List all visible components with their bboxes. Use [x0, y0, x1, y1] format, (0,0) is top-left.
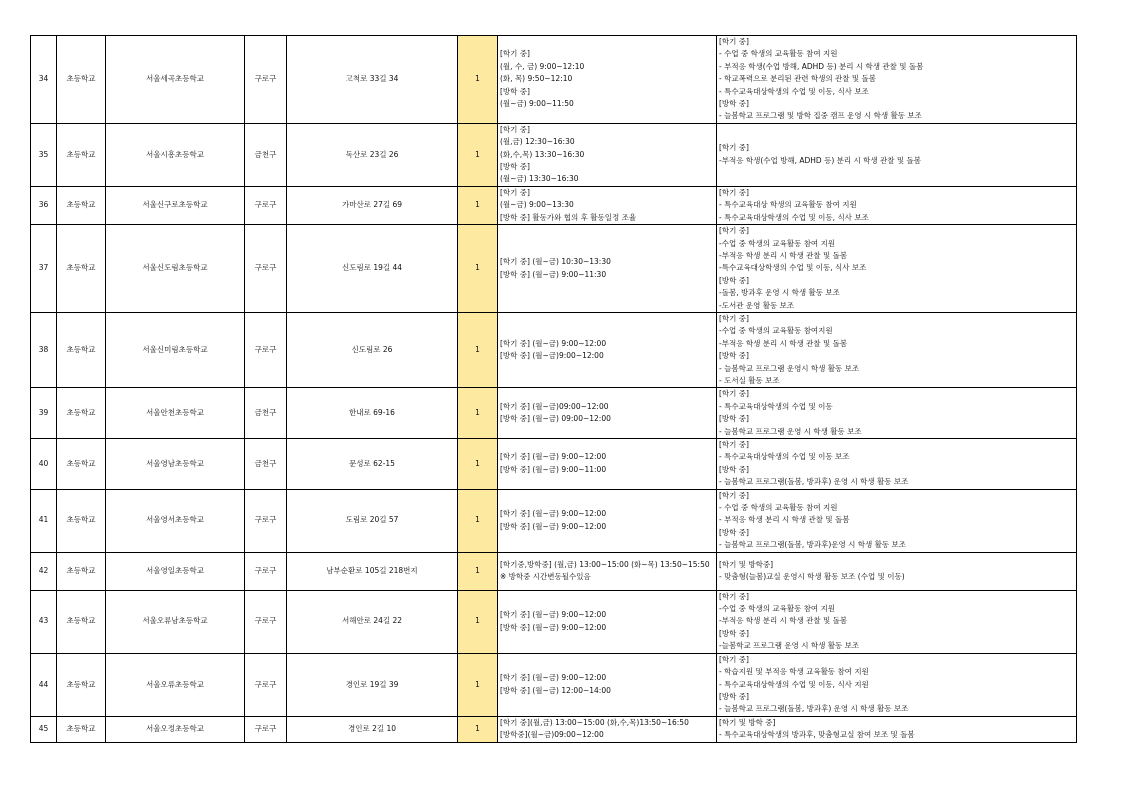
duty-line: [방학 중] — [719, 99, 749, 109]
row-number: 39 — [31, 388, 57, 439]
schedule-line: [학기중,방학중] (월,금) 13:00~15:00 (화~목) 13:50~15:50 — [500, 559, 710, 569]
address: 문성로 62-15 — [287, 439, 458, 490]
headcount: 1 — [458, 439, 498, 490]
duty-line: -돌봄, 방과후 운영 시 학생 활동 보조 — [719, 288, 840, 298]
schedule-line: [방학 중] (월~금) 09:00~12:00 — [500, 414, 611, 424]
table-row — [31, 590, 1077, 653]
schedule-cell — [498, 716, 717, 742]
headcount: 1 — [458, 489, 498, 552]
district: 금천구 — [245, 123, 287, 186]
schedule-cell — [498, 225, 717, 313]
duty-line: -도서관 운영 활동 보조 — [719, 300, 795, 310]
school-name: 서울신도림초등학교 — [106, 225, 245, 313]
schedule-line: [학기 중](월,금) 13:00~15:00 (화,수,목)13:50~16:50 — [500, 717, 689, 727]
schedule-line: [학기 중] — [500, 49, 530, 59]
school-name: 서울영일초등학교 — [106, 552, 245, 590]
schedule-line: [방학중](월~금)09:00~12:00 — [500, 730, 604, 740]
duty-line: - 특수교육대상학생의 수업 및 이동 보조 — [719, 452, 850, 462]
duty-line: - 수업 중 학생의 교육활동 참여 지원 — [719, 503, 838, 513]
school-type: 초등학교 — [57, 312, 106, 387]
schedule-cell — [498, 36, 717, 124]
schedule-line: (월, 수, 금) 9:00~12:10 — [500, 61, 585, 71]
schedule-line: [방학 중] (월~금) 9:00~12:00 — [500, 521, 607, 531]
duty-line: - 학습지원 및 부적응 학생 교육활동 참여 지원 — [719, 667, 869, 677]
school-name: 서울영서초등학교 — [106, 489, 245, 552]
row-number: 37 — [31, 225, 57, 313]
schedule-line: [방학 중] (월~금) 12:00~14:00 — [500, 685, 611, 695]
district: 구로구 — [245, 716, 287, 742]
row-number: 44 — [31, 653, 57, 716]
duties-cell — [717, 388, 1077, 439]
duty-line: [방학 중] — [719, 527, 749, 537]
duty-line: -늘봄학교 프로그램 운영 시 학생 활동 보조 — [719, 641, 860, 651]
row-number: 36 — [31, 186, 57, 224]
table-row — [31, 552, 1077, 590]
district: 구로구 — [245, 186, 287, 224]
duties-cell — [717, 439, 1077, 490]
district: 금천구 — [245, 388, 287, 439]
district: 구로구 — [245, 552, 287, 590]
school-name: 서울영남초등학교 — [106, 439, 245, 490]
duty-line: - 늘봄학교 프로그램(돌봄, 방과후) 운영 시 학생 활동 보조 — [719, 704, 909, 714]
headcount: 1 — [458, 123, 498, 186]
schedule-line: (화, 목) 9:50~12:10 — [500, 74, 573, 84]
address: 서해안로 24길 22 — [287, 590, 458, 653]
row-number: 38 — [31, 312, 57, 387]
duty-line: - 특수교육대상학생의 방과후, 맞춤형교실 참여 보조 및 돌봄 — [719, 730, 915, 740]
duties-cell — [717, 590, 1077, 653]
duty-line: - 늘봄학교 프로그램(돌봄, 방과후)운영 시 학생 활동 보조 — [719, 540, 907, 550]
schedule-cell — [498, 590, 717, 653]
school-name: 서울시흥초등학교 — [106, 123, 245, 186]
duty-line: -수업 중 학생의 교육활동 참여 지원 — [719, 238, 836, 248]
duty-line: -부적응 학생 분리 시 학생 관찰 및 돌봄 — [719, 338, 848, 348]
duty-line: -부적응 학생 분리 시 학생 관찰 및 돌봄 — [719, 250, 848, 260]
duty-line: - 특수교육대상 학생의 교육활동 참여 지원 — [719, 200, 857, 210]
table-row — [31, 123, 1077, 186]
district: 구로구 — [245, 653, 287, 716]
district: 구로구 — [245, 590, 287, 653]
duty-line: [학기 중] — [719, 143, 749, 153]
row-number: 43 — [31, 590, 57, 653]
duties-cell — [717, 186, 1077, 224]
duty-line: -부적응 학생(수업 방해, ADHD 등) 분리 시 학생 관찰 및 돌봄 — [719, 155, 922, 165]
school-name: 서울오류남초등학교 — [106, 590, 245, 653]
address: 경인로 2길 10 — [287, 716, 458, 742]
schedule-line: [학기 중] (월~금)09:00~12:00 — [500, 401, 609, 411]
duty-line: - 맞춤형(늘봄)교실 운영시 학생 활동 보조 (수업 및 이동) — [719, 572, 905, 582]
school-type: 초등학교 — [57, 225, 106, 313]
duty-line: - 특수교육대상학생의 수업 및 이동, 식사 보조 — [719, 86, 869, 96]
school-type: 초등학교 — [57, 590, 106, 653]
headcount: 1 — [458, 653, 498, 716]
duty-line: -수업 중 학생의 교육활동 참여지원 — [719, 326, 833, 336]
table-row — [31, 36, 1077, 124]
duty-line: [방학 중] — [719, 628, 749, 638]
table-row — [31, 186, 1077, 224]
school-type: 초등학교 — [57, 716, 106, 742]
duties-cell — [717, 225, 1077, 313]
school-type: 초등학교 — [57, 653, 106, 716]
duty-line: [방학 중] — [719, 464, 749, 474]
schedule-cell — [498, 439, 717, 490]
schedule-line: [학기 중] (월~금) 9:00~12:00 — [500, 673, 607, 683]
address: 남부순환로 105길 218번지 — [287, 552, 458, 590]
duty-line: - 학교폭력으로 분리된 관련 학생의 관찰 및 돌봄 — [719, 74, 877, 84]
duties-cell — [717, 552, 1077, 590]
school-type: 초등학교 — [57, 552, 106, 590]
duty-line: -특수교육대상학생의 수업 및 이동, 식사 보조 — [719, 263, 867, 273]
district: 구로구 — [245, 489, 287, 552]
schedule-line: (월~금) 9:00~13:30 — [500, 200, 574, 210]
headcount: 1 — [458, 590, 498, 653]
row-number: 40 — [31, 439, 57, 490]
duty-line: [방학 중] — [719, 414, 749, 424]
schedule-line: [방학 중] — [500, 86, 530, 96]
school-name: 서울세곡초등학교 — [106, 36, 245, 124]
school-name: 서울신미림초등학교 — [106, 312, 245, 387]
district: 금천구 — [245, 439, 287, 490]
schedule-cell — [498, 312, 717, 387]
headcount: 1 — [458, 225, 498, 313]
address: 독산로 23길 26 — [287, 123, 458, 186]
schedule-line: [학기 중] (월~금) 9:00~12:00 — [500, 509, 607, 519]
schedule-line: (월,금) 12:30~16:30 — [500, 137, 575, 147]
schedule-cell — [498, 388, 717, 439]
duties-cell — [717, 123, 1077, 186]
duties-cell — [717, 36, 1077, 124]
schedule-cell — [498, 653, 717, 716]
address: 신도림로 26 — [287, 312, 458, 387]
schedule-line: (월~금) 9:00~11:50 — [500, 99, 574, 109]
duty-line: [학기 및 방학 중] — [719, 717, 776, 727]
school-type: 초등학교 — [57, 123, 106, 186]
headcount: 1 — [458, 388, 498, 439]
duty-line: [학기 중] — [719, 591, 749, 601]
duty-line: - 늘봄학교 프로그램 운영시 학생 활동 보조 — [719, 363, 860, 373]
row-number: 42 — [31, 552, 57, 590]
duty-line: - 수업 중 학생의 교육활동 참여 지원 — [719, 49, 838, 59]
schedule-line: [학기 중] (월~금) 10:30~13:30 — [500, 257, 611, 267]
table-row — [31, 653, 1077, 716]
address: 가마산로 27길 69 — [287, 186, 458, 224]
address: 고척로 33길 34 — [287, 36, 458, 124]
duty-line: [학기 중] — [719, 440, 749, 449]
table-row — [31, 489, 1077, 552]
schedule-line: [학기 중] (월~금) 9:00~12:00 — [500, 610, 607, 620]
duty-line: [학기 중] — [719, 187, 749, 197]
duty-line: - 도서실 활동 보조 — [719, 375, 780, 385]
district: 구로구 — [245, 225, 287, 313]
duty-line: [방학 중] — [719, 691, 749, 701]
schedule-line: [방학 중] (월~금)9:00~12:00 — [500, 351, 604, 361]
address: 신도림로 19길 44 — [287, 225, 458, 313]
address: 도림로 20길 57 — [287, 489, 458, 552]
duty-line: - 특수교육대상학생의 수업 및 이동, 식사 보조 — [719, 212, 869, 222]
schedule-line: [학기 중] (월~금) 9:00~12:00 — [500, 338, 607, 348]
schedule-line: (화,수,목) 13:30~16:30 — [500, 149, 585, 159]
schedule-cell — [498, 489, 717, 552]
school-type: 초등학교 — [57, 439, 106, 490]
duty-line: - 늘봄학교 프로그램 및 방학 집중 캠프 운영 시 학생 활동 보조 — [719, 111, 922, 121]
duty-line: [학기 중] — [719, 490, 749, 500]
table-row — [31, 225, 1077, 313]
address: 경인로 19길 39 — [287, 653, 458, 716]
schedule-cell — [498, 123, 717, 186]
schedule-cell — [498, 186, 717, 224]
schedule-cell — [498, 552, 717, 590]
schedule-line: [학기 중] — [500, 187, 530, 197]
school-name: 서울안천초등학교 — [106, 388, 245, 439]
duties-cell — [717, 716, 1077, 742]
headcount: 1 — [458, 186, 498, 224]
duty-line: [학기 및 방학중] — [719, 559, 774, 569]
duty-line: - 특수교육대상학생의 수업 및 이동 — [719, 401, 833, 411]
duty-line: - 늘봄학교 프로그램(돌봄, 방과후) 운영 시 학생 활동 보조 — [719, 477, 909, 487]
headcount: 1 — [458, 716, 498, 742]
school-name: 서울오류초등학교 — [106, 653, 245, 716]
row-number: 35 — [31, 123, 57, 186]
duties-cell — [717, 489, 1077, 552]
duty-line: -수업 중 학생의 교육활동 참여 지원 — [719, 604, 836, 614]
schedule-line: ※ 방학중 시간변동될수있음 — [500, 572, 591, 582]
headcount: 1 — [458, 312, 498, 387]
table-row — [31, 312, 1077, 387]
duty-line: [방학 중] — [719, 351, 749, 361]
schedule-line: [방학 중] (월~금) 9:00~12:00 — [500, 622, 607, 632]
duties-cell — [717, 312, 1077, 387]
duty-line: - 부적응 학생 분리 시 학생 관찰 및 돌봄 — [719, 515, 850, 525]
table-row — [31, 388, 1077, 439]
district: 구로구 — [245, 36, 287, 124]
school-type: 초등학교 — [57, 388, 106, 439]
schedule-line: [방학 중] (월~금) 9:00~11:00 — [500, 464, 607, 474]
duty-line: [학기 중] — [719, 226, 749, 236]
duty-line: [방학 중] — [719, 275, 749, 285]
schedule-line: [방학 중] 활동가와 협의 후 활동일정 조율 — [500, 212, 637, 222]
schedule-line: [방학 중] — [500, 162, 530, 172]
duty-line: - 늘봄학교 프로그램 운영 시 학생 활동 보조 — [719, 426, 862, 436]
duty-line: [학기 중] — [719, 37, 749, 46]
headcount: 1 — [458, 36, 498, 124]
school-name: 서울신구로초등학교 — [106, 186, 245, 224]
school-name: 서울오정초등학교 — [106, 716, 245, 742]
duty-line: -부적응 학생 분리 시 학생 관찰 및 돌봄 — [719, 616, 848, 626]
school-type: 초등학교 — [57, 36, 106, 124]
row-number: 34 — [31, 36, 57, 124]
schedule-line: (월~금) 13:30~16:30 — [500, 174, 579, 184]
district: 구로구 — [245, 312, 287, 387]
duties-cell — [717, 653, 1077, 716]
table-row — [31, 716, 1077, 742]
address: 한내로 69-16 — [287, 388, 458, 439]
duty-line: - 특수교육대상학생의 수업 및 이동, 식사 지원 — [719, 679, 869, 689]
headcount: 1 — [458, 552, 498, 590]
school-type: 초등학교 — [57, 186, 106, 224]
duty-line: [학기 중] — [719, 654, 749, 664]
school-type: 초등학교 — [57, 489, 106, 552]
schedule-line: [방학 중] (월~금) 9:00~11:30 — [500, 269, 607, 279]
row-number: 45 — [31, 716, 57, 742]
volunteer-school-table — [30, 35, 1077, 743]
schedule-line: [학기 중] (월~금) 9:00~12:00 — [500, 452, 607, 462]
duty-line: [학기 중] — [719, 389, 749, 399]
table-row — [31, 439, 1077, 490]
schedule-line: [학기 중] — [500, 124, 530, 134]
duty-line: [학기 중] — [719, 313, 749, 323]
row-number: 41 — [31, 489, 57, 552]
duty-line: - 부적응 학생(수업 방해, ADHD 등) 분리 시 학생 관찰 및 돌봄 — [719, 61, 924, 71]
